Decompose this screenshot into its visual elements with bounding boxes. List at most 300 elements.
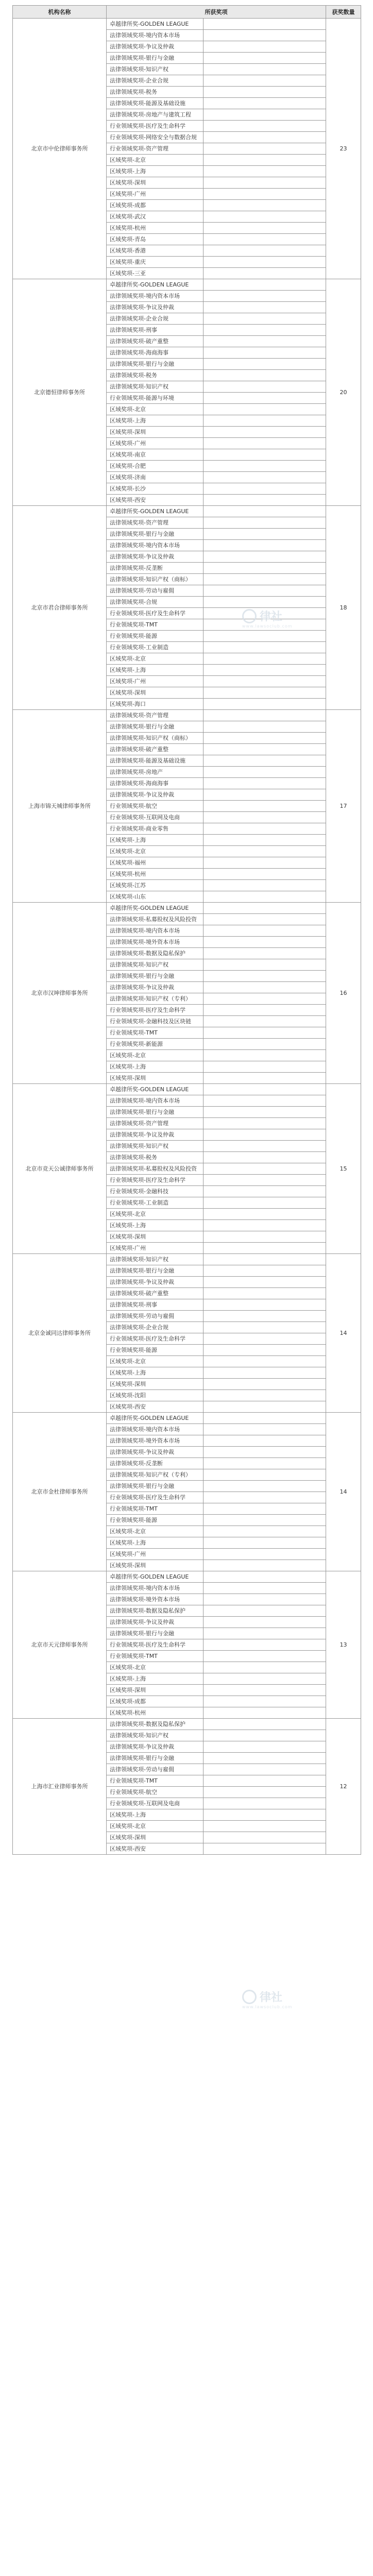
award-item: 法律领域奖项-争议及仲裁 — [107, 1617, 204, 1628]
header-awards: 所获奖项 — [107, 6, 326, 19]
table-row — [13, 903, 361, 914]
blank-cell — [204, 1039, 326, 1050]
award-item: 法律领域奖项-境内资本市场 — [107, 1424, 204, 1435]
blank-cell — [204, 699, 326, 710]
blank-cell — [204, 1435, 326, 1447]
blank-cell — [204, 1333, 326, 1345]
blank-cell — [204, 506, 326, 517]
award-item: 区域奖项-上海 — [107, 1061, 204, 1073]
award-item: 法律领域奖项-数据及隐私保护 — [107, 948, 204, 959]
award-item: 法律领域奖项-海商海事 — [107, 778, 204, 789]
blank-cell — [204, 1050, 326, 1061]
blank-cell — [204, 1628, 326, 1639]
award-item: 区域奖项-上海 — [107, 1537, 204, 1549]
blank-cell — [204, 971, 326, 982]
blank-cell — [204, 585, 326, 597]
award-item: 行业领域奖项-商业零售 — [107, 823, 204, 835]
blank-cell — [204, 1537, 326, 1549]
award-item: 法律领域奖项-知识产权 — [107, 64, 204, 75]
award-item: 法律领域奖项-企业合规 — [107, 1322, 204, 1333]
table-body — [13, 19, 361, 1855]
award-item: 行业领域奖项-医疗及生命科学 — [107, 1333, 204, 1345]
award-item: 区域奖项-成都 — [107, 200, 204, 211]
blank-cell — [204, 1265, 326, 1277]
blank-cell — [204, 1843, 326, 1855]
award-item: 法律领域奖项-资产管理 — [107, 710, 204, 721]
blank-cell — [204, 1605, 326, 1617]
blank-cell — [204, 211, 326, 223]
award-item: 法律领域奖项-破产重整 — [107, 744, 204, 755]
blank-cell — [204, 1299, 326, 1311]
blank-cell — [204, 1617, 326, 1628]
blank-cell — [204, 1798, 326, 1809]
blank-cell — [204, 121, 326, 132]
blank-cell — [204, 438, 326, 449]
award-item: 法律领域奖项-能源及基础设施 — [107, 755, 204, 767]
blank-cell — [204, 540, 326, 551]
blank-cell — [204, 381, 326, 393]
blank-cell — [204, 109, 326, 121]
award-item: 区域奖项-北京 — [107, 1209, 204, 1220]
blank-cell — [204, 1469, 326, 1481]
blank-cell — [204, 1526, 326, 1537]
blank-cell — [204, 41, 326, 53]
award-item: 卓越律所奖-GOLDEN LEAGUE — [107, 903, 204, 914]
award-item: 法律领域奖项-争议及仲裁 — [107, 41, 204, 53]
award-item: 区域奖项-北京 — [107, 1356, 204, 1367]
blank-cell — [204, 1118, 326, 1129]
award-item: 法律领域奖项-知识产权（商标） — [107, 574, 204, 585]
blank-cell — [204, 223, 326, 234]
watermark-brand: 律社 — [260, 611, 283, 623]
award-item: 区域奖项-北京 — [107, 1526, 204, 1537]
blank-cell — [204, 1231, 326, 1243]
blank-cell — [204, 925, 326, 937]
award-item: 区域奖项-成都 — [107, 1696, 204, 1707]
award-item: 区域奖项-杭州 — [107, 223, 204, 234]
award-item: 行业领域奖项-互联网及电商 — [107, 812, 204, 823]
blank-cell — [204, 75, 326, 87]
blank-cell — [204, 404, 326, 415]
blank-cell — [204, 53, 326, 64]
blank-cell — [204, 359, 326, 370]
award-item: 法律领域奖项-资产管理 — [107, 1118, 204, 1129]
blank-cell — [204, 98, 326, 109]
award-item: 法律领域奖项-知识产权 — [107, 1141, 204, 1152]
award-item: 法律领域奖项-私募股权及风险投资 — [107, 914, 204, 925]
blank-cell — [204, 1005, 326, 1016]
award-item: 区域奖项-西安 — [107, 495, 204, 506]
award-item: 法律领域奖项-银行与金融 — [107, 1481, 204, 1492]
blank-cell — [204, 869, 326, 880]
table-row — [13, 1084, 361, 1095]
watermark-url: www.lawsoclub.com — [242, 2005, 293, 2009]
award-item: 区域奖项-沈阳 — [107, 1390, 204, 1401]
award-item: 法律领域奖项-银行与金融 — [107, 1628, 204, 1639]
award-item: 区域奖项-杭州 — [107, 869, 204, 880]
blank-cell — [204, 257, 326, 268]
blank-cell — [204, 87, 326, 98]
blank-cell — [204, 619, 326, 631]
blank-cell — [204, 823, 326, 835]
blank-cell — [204, 574, 326, 585]
blank-cell — [204, 959, 326, 971]
blank-cell — [204, 767, 326, 778]
blank-cell — [204, 857, 326, 869]
award-item: 法律领域奖项-企业合规 — [107, 75, 204, 87]
award-item: 区域奖项-北京 — [107, 404, 204, 415]
award-item: 卓越律所奖-GOLDEN LEAGUE — [107, 1571, 204, 1583]
blank-cell — [204, 1379, 326, 1390]
blank-cell — [204, 642, 326, 653]
award-item: 行业领域奖项-能源 — [107, 631, 204, 642]
award-item: 行业领域奖项-医疗及生命科学 — [107, 1492, 204, 1503]
award-item: 法律领域奖项-银行与金融 — [107, 359, 204, 370]
table-row — [13, 1254, 361, 1265]
award-item: 法律领域奖项-合规 — [107, 597, 204, 608]
award-item: 法律领域奖项-破产重整 — [107, 1288, 204, 1299]
blank-cell — [204, 563, 326, 574]
award-item: 区域奖项-广州 — [107, 1549, 204, 1560]
award-item: 行业领域奖项-金融科技及区块链 — [107, 1016, 204, 1027]
award-item: 法律领域奖项-境外资本市场 — [107, 1435, 204, 1447]
blank-cell — [204, 755, 326, 767]
firm-name: 北京市汉坤律师事务所 — [13, 903, 107, 1084]
award-item: 行业领域奖项-金融科技 — [107, 1186, 204, 1197]
blank-cell — [204, 177, 326, 189]
blank-cell — [204, 1288, 326, 1299]
award-item: 法律领域奖项-劳动与雇佣 — [107, 1764, 204, 1775]
award-item: 法律领域奖项-境外资本市场 — [107, 1594, 204, 1605]
blank-cell — [204, 1639, 326, 1651]
blank-cell — [204, 744, 326, 755]
award-item: 法律领域奖项-海商海事 — [107, 347, 204, 359]
awards-table — [12, 5, 361, 1855]
blank-cell — [204, 1673, 326, 1685]
blank-cell — [204, 1832, 326, 1843]
blank-cell — [204, 517, 326, 529]
blank-cell — [204, 1322, 326, 1333]
award-item: 区域奖项-海口 — [107, 699, 204, 710]
blank-cell — [204, 1027, 326, 1039]
blank-cell — [204, 1073, 326, 1084]
blank-cell — [204, 1209, 326, 1220]
blank-cell — [204, 200, 326, 211]
award-item: 法律领域奖项-破产重整 — [107, 336, 204, 347]
award-item: 区域奖项-深圳 — [107, 427, 204, 438]
blank-cell — [204, 336, 326, 347]
header-firm-name: 机构名称 — [13, 6, 107, 19]
watermark — [242, 1989, 293, 2009]
blank-cell — [204, 608, 326, 619]
blank-cell — [204, 778, 326, 789]
firm-name: 北京市金杜律师事务所 — [13, 1413, 107, 1571]
blank-cell — [204, 903, 326, 914]
award-item: 法律领域奖项-知识产权 — [107, 1730, 204, 1741]
award-item: 区域奖项-北京 — [107, 846, 204, 857]
blank-cell — [204, 1447, 326, 1458]
award-item: 区域奖项-上海 — [107, 835, 204, 846]
blank-cell — [204, 64, 326, 75]
award-item: 行业领域奖项-航空 — [107, 1787, 204, 1798]
blank-cell — [204, 1401, 326, 1413]
award-item: 区域奖项-上海 — [107, 415, 204, 427]
table-row — [13, 1571, 361, 1583]
award-item: 区域奖项-合肥 — [107, 461, 204, 472]
blank-cell — [204, 393, 326, 404]
award-item: 行业领域奖项-能源 — [107, 1345, 204, 1356]
award-item: 区域奖项-长沙 — [107, 483, 204, 495]
blank-cell — [204, 993, 326, 1005]
blank-cell — [204, 653, 326, 665]
blank-cell — [204, 948, 326, 959]
award-item: 法律领域奖项-数据及隐私保护 — [107, 1719, 204, 1730]
award-item: 法律领域奖项-数据及隐私保护 — [107, 1605, 204, 1617]
blank-cell — [204, 687, 326, 699]
blank-cell — [204, 1390, 326, 1401]
award-item: 行业领域奖项-能源 — [107, 1515, 204, 1526]
award-item: 法律领域奖项-刑事 — [107, 1299, 204, 1311]
blank-cell — [204, 1356, 326, 1367]
blank-cell — [204, 1594, 326, 1605]
blank-cell — [204, 835, 326, 846]
blank-cell — [204, 1095, 326, 1107]
blank-cell — [204, 1515, 326, 1526]
award-item: 法律领域奖项-境内资本市场 — [107, 1583, 204, 1594]
blank-cell — [204, 1685, 326, 1696]
award-item: 区域奖项-福州 — [107, 857, 204, 869]
blank-cell — [204, 1220, 326, 1231]
blank-cell — [204, 1730, 326, 1741]
blank-cell — [204, 234, 326, 245]
award-item: 卓越律所奖-GOLDEN LEAGUE — [107, 506, 204, 517]
blank-cell — [204, 302, 326, 313]
award-item: 区域奖项-广州 — [107, 1243, 204, 1254]
blank-cell — [204, 495, 326, 506]
award-item: 法律领域奖项-税务 — [107, 87, 204, 98]
award-item: 区域奖项-广州 — [107, 189, 204, 200]
firm-name: 北京金诚同达律师事务所 — [13, 1254, 107, 1413]
blank-cell — [204, 1141, 326, 1152]
award-item: 法律领域奖项-劳动与雇佣 — [107, 585, 204, 597]
awards-table-container — [12, 5, 361, 1855]
blank-cell — [204, 155, 326, 166]
award-item: 区域奖项-深圳 — [107, 1379, 204, 1390]
award-item: 法律领域奖项-反垄断 — [107, 1458, 204, 1469]
award-item: 区域奖项-济南 — [107, 472, 204, 483]
award-item: 区域奖项-北京 — [107, 1662, 204, 1673]
award-item: 区域奖项-深圳 — [107, 1685, 204, 1696]
award-count: 14 — [326, 1413, 361, 1571]
award-item: 区域奖项-广州 — [107, 676, 204, 687]
blank-cell — [204, 982, 326, 993]
blank-cell — [204, 1129, 326, 1141]
blank-cell — [204, 1367, 326, 1379]
blank-cell — [204, 1084, 326, 1095]
award-item: 行业领域奖项-资产管理 — [107, 143, 204, 155]
award-item: 法律领域奖项-房地产与建筑工程 — [107, 109, 204, 121]
blank-cell — [204, 347, 326, 359]
blank-cell — [204, 1016, 326, 1027]
table-row — [13, 1719, 361, 1730]
award-item: 法律领域奖项-银行与金融 — [107, 1265, 204, 1277]
blank-cell — [204, 1662, 326, 1673]
blank-cell — [204, 1696, 326, 1707]
award-count: 13 — [326, 1571, 361, 1719]
award-item: 法律领域奖项-争议及仲裁 — [107, 1741, 204, 1753]
award-item: 法律领域奖项-知识产权 — [107, 959, 204, 971]
award-count: 16 — [326, 903, 361, 1084]
blank-cell — [204, 132, 326, 143]
award-item: 法律领域奖项-争议及仲裁 — [107, 982, 204, 993]
award-item: 法律领域奖项-知识产权 — [107, 1254, 204, 1265]
award-item: 法律领域奖项-争议及仲裁 — [107, 1447, 204, 1458]
blank-cell — [204, 1571, 326, 1583]
blank-cell — [204, 1764, 326, 1775]
firm-name: 北京德恒律师事务所 — [13, 279, 107, 506]
blank-cell — [204, 1492, 326, 1503]
award-item: 行业领域奖项-TMT — [107, 619, 204, 631]
award-count: 18 — [326, 506, 361, 710]
award-item: 行业领域奖项-工业制造 — [107, 642, 204, 653]
watermark-logo-icon — [242, 1990, 257, 2004]
blank-cell — [204, 325, 326, 336]
award-item: 区域奖项-北京 — [107, 653, 204, 665]
award-item: 卓越律所奖-GOLDEN LEAGUE — [107, 279, 204, 291]
blank-cell — [204, 631, 326, 642]
award-item: 法律领域奖项-境内资本市场 — [107, 1095, 204, 1107]
award-item: 法律领域奖项-银行与金融 — [107, 1107, 204, 1118]
award-item: 法律领域奖项-银行与金融 — [107, 971, 204, 982]
blank-cell — [204, 1413, 326, 1424]
blank-cell — [204, 415, 326, 427]
award-item: 区域奖项-深圳 — [107, 1073, 204, 1084]
blank-cell — [204, 1549, 326, 1560]
award-item: 行业领域奖项-航空 — [107, 801, 204, 812]
blank-cell — [204, 279, 326, 291]
award-item: 法律领域奖项-争议及仲裁 — [107, 789, 204, 801]
watermark-url: www.lawsoclub.com — [242, 624, 293, 629]
blank-cell — [204, 710, 326, 721]
blank-cell — [204, 189, 326, 200]
blank-cell — [204, 1243, 326, 1254]
blank-cell — [204, 914, 326, 925]
blank-cell — [204, 846, 326, 857]
award-item: 行业领域奖项-医疗及生命科学 — [107, 608, 204, 619]
award-item: 法律领域奖项-争议及仲裁 — [107, 1129, 204, 1141]
award-count: 23 — [326, 19, 361, 279]
blank-cell — [204, 1651, 326, 1662]
blank-cell — [204, 472, 326, 483]
blank-cell — [204, 1707, 326, 1719]
blank-cell — [204, 812, 326, 823]
blank-cell — [204, 721, 326, 733]
award-item: 区域奖项-上海 — [107, 1220, 204, 1231]
award-item: 法律领域奖项-境内资本市场 — [107, 291, 204, 302]
award-item: 区域奖项-深圳 — [107, 177, 204, 189]
award-count: 12 — [326, 1719, 361, 1855]
award-item: 法律领域奖项-境内资本市场 — [107, 925, 204, 937]
award-item: 区域奖项-北京 — [107, 1821, 204, 1832]
blank-cell — [204, 1424, 326, 1435]
blank-cell — [204, 1809, 326, 1821]
firm-name: 北京市中伦律师事务所 — [13, 19, 107, 279]
blank-cell — [204, 676, 326, 687]
blank-cell — [204, 1458, 326, 1469]
blank-cell — [204, 291, 326, 302]
award-item: 区域奖项-香港 — [107, 245, 204, 257]
award-item: 法律领域奖项-银行与金融 — [107, 721, 204, 733]
award-item: 行业领域奖项-TMT — [107, 1775, 204, 1787]
table-row — [13, 710, 361, 721]
award-item: 法律领域奖项-私募股权及风险投资 — [107, 1163, 204, 1175]
blank-cell — [204, 19, 326, 30]
blank-cell — [204, 551, 326, 563]
firm-name: 北京市君合律师事务所 — [13, 506, 107, 710]
award-item: 法律领域奖项-劳动与雇佣 — [107, 1311, 204, 1322]
blank-cell — [204, 1152, 326, 1163]
blank-cell — [204, 166, 326, 177]
table-row — [13, 506, 361, 517]
blank-cell — [204, 427, 326, 438]
award-item: 行业领域奖项-医疗及生命科学 — [107, 1175, 204, 1186]
blank-cell — [204, 1560, 326, 1571]
table-header-row — [13, 6, 361, 19]
award-item: 法律领域奖项-税务 — [107, 1152, 204, 1163]
award-item: 区域奖项-三亚 — [107, 268, 204, 279]
award-item: 区域奖项-上海 — [107, 1367, 204, 1379]
blank-cell — [204, 529, 326, 540]
award-item: 法律领域奖项-知识产权（专利） — [107, 1469, 204, 1481]
blank-cell — [204, 1107, 326, 1118]
award-item: 区域奖项-南京 — [107, 449, 204, 461]
blank-cell — [204, 789, 326, 801]
blank-cell — [204, 1061, 326, 1073]
blank-cell — [204, 1741, 326, 1753]
award-item: 区域奖项-深圳 — [107, 687, 204, 699]
award-item: 区域奖项-深圳 — [107, 1231, 204, 1243]
award-item: 法律领域奖项-税务 — [107, 370, 204, 381]
blank-cell — [204, 268, 326, 279]
award-item: 法律领域奖项-境内资本市场 — [107, 30, 204, 41]
award-item: 法律领域奖项-境外资本市场 — [107, 937, 204, 948]
award-item: 法律领域奖项-争议及仲裁 — [107, 302, 204, 313]
award-item: 法律领域奖项-争议及仲裁 — [107, 1277, 204, 1288]
award-count: 20 — [326, 279, 361, 506]
blank-cell — [204, 30, 326, 41]
award-item: 行业领域奖项-能源与环境 — [107, 393, 204, 404]
award-item: 法律领域奖项-境内资本市场 — [107, 540, 204, 551]
award-item: 法律领域奖项-知识产权 — [107, 381, 204, 393]
award-item: 区域奖项-江苏 — [107, 880, 204, 891]
blank-cell — [204, 1821, 326, 1832]
blank-cell — [204, 1775, 326, 1787]
award-item: 区域奖项-深圳 — [107, 1832, 204, 1843]
award-item: 区域奖项-杭州 — [107, 1707, 204, 1719]
blank-cell — [204, 1481, 326, 1492]
award-item: 区域奖项-山东 — [107, 891, 204, 903]
award-item: 行业领域奖项-TMT — [107, 1027, 204, 1039]
blank-cell — [204, 449, 326, 461]
blank-cell — [204, 1175, 326, 1186]
blank-cell — [204, 597, 326, 608]
award-item: 区域奖项-广州 — [107, 438, 204, 449]
award-item: 卓越律所奖-GOLDEN LEAGUE — [107, 1084, 204, 1095]
table-row — [13, 19, 361, 30]
award-item: 法律领域奖项-资产管理 — [107, 517, 204, 529]
award-item: 区域奖项-武汉 — [107, 211, 204, 223]
blank-cell — [204, 1197, 326, 1209]
